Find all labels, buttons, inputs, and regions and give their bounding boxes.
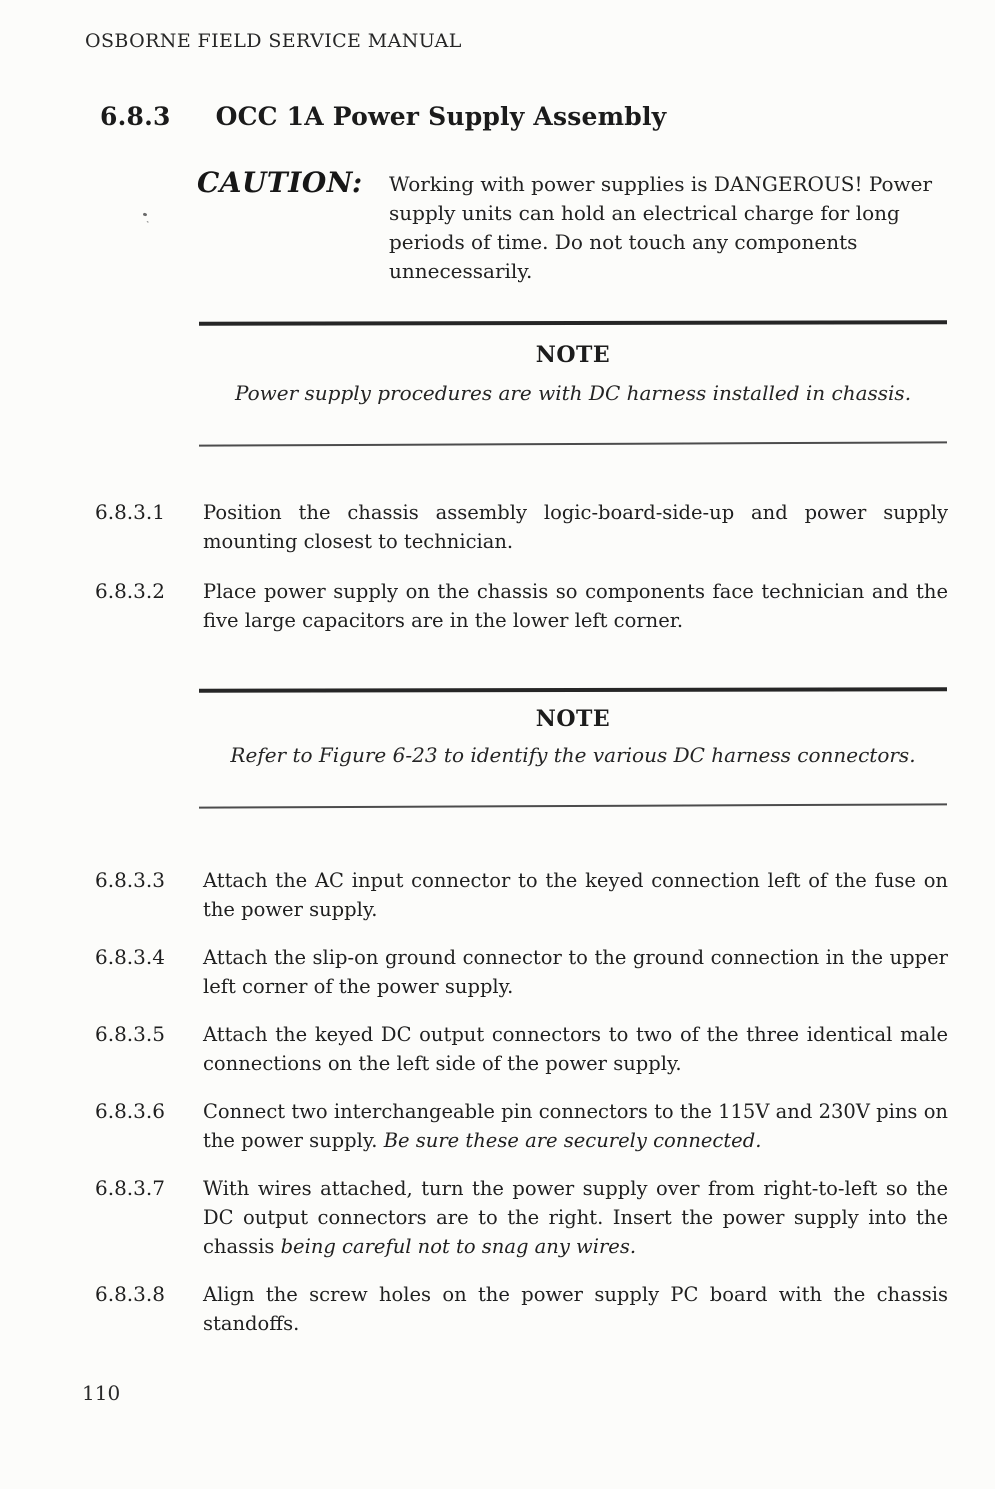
procedure-steps-group-1 <box>95 498 948 656</box>
note-top-rule <box>199 687 947 693</box>
step-number: 6.8.3.4 <box>95 945 165 969</box>
step-text: Connect two interchangeable pin connectors to the 115V and 230V pins on the power supply. Be sure these are securely connected. <box>203 1100 948 1152</box>
section-heading <box>100 102 666 131</box>
note-title: NOTE <box>535 342 611 368</box>
procedure-step <box>95 498 948 556</box>
note-title: NOTE <box>535 706 611 732</box>
procedure-step <box>95 866 948 924</box>
step-number: 6.8.3.1 <box>95 500 165 524</box>
procedure-steps-group-2 <box>95 866 948 1357</box>
procedure-step <box>95 943 948 1001</box>
procedure-step <box>95 1174 948 1261</box>
caution-label: CAUTION: <box>197 166 363 199</box>
step-text: Position the chassis assembly logic-board-side-up and power supply mounting closest to technician. <box>203 501 948 553</box>
section-number: 6.8.3 <box>100 102 171 131</box>
step-number: 6.8.3.8 <box>95 1282 165 1306</box>
step-text: Place power supply on the chassis so components face technician and the five large capacitors are in the lower left corner. <box>203 580 948 632</box>
procedure-step <box>95 1097 948 1155</box>
note-text: Power supply procedures are with DC harness installed in chassis. <box>234 381 912 405</box>
procedure-step <box>95 577 948 635</box>
section-title: OCC 1A Power Supply Assembly <box>215 102 667 131</box>
note-text: Refer to Figure 6-23 to identify the various DC harness connectors. <box>230 743 916 767</box>
page-number: 110 <box>82 1381 121 1405</box>
procedure-step <box>95 1280 948 1338</box>
note-block-2 <box>199 688 947 808</box>
note-bottom-rule <box>199 441 947 446</box>
step-number: 6.8.3.7 <box>95 1176 165 1200</box>
step-text: Align the screw holes on the power supply PC board with the chassis standoffs. <box>203 1283 948 1335</box>
note-bottom-rule <box>199 803 947 808</box>
step-text: Attach the AC input connector to the keyed connection left of the fuse on the power supply. <box>203 869 948 921</box>
caution-text: Working with power supplies is DANGEROUS! Power supply units can hold an electrical charge for long periods of time. Do not touch any components unnecessarily. <box>389 172 933 283</box>
step-text: Attach the slip-on ground connector to the ground connection in the upper left corner of the power supply. <box>203 946 948 998</box>
step-number: 6.8.3.3 <box>95 868 165 892</box>
procedure-step <box>95 1020 948 1078</box>
note-block-1 <box>199 321 947 446</box>
step-number: 6.8.3.6 <box>95 1099 165 1123</box>
step-number: 6.8.3.5 <box>95 1022 165 1046</box>
step-number: 6.8.3.2 <box>95 579 165 603</box>
step-text: With wires attached, turn the power supply over from right-to-left so the DC output connectors are to the right. Insert the power supply into the chassis being careful not to snag any wires. <box>203 1177 948 1258</box>
ink-speck-artifact <box>143 212 148 216</box>
note-top-rule <box>199 320 947 326</box>
running-header: OSBORNE FIELD SERVICE MANUAL <box>85 30 462 52</box>
step-text: Attach the keyed DC output connectors to two of the three identical male connections on the left side of the power supply. <box>203 1023 948 1075</box>
